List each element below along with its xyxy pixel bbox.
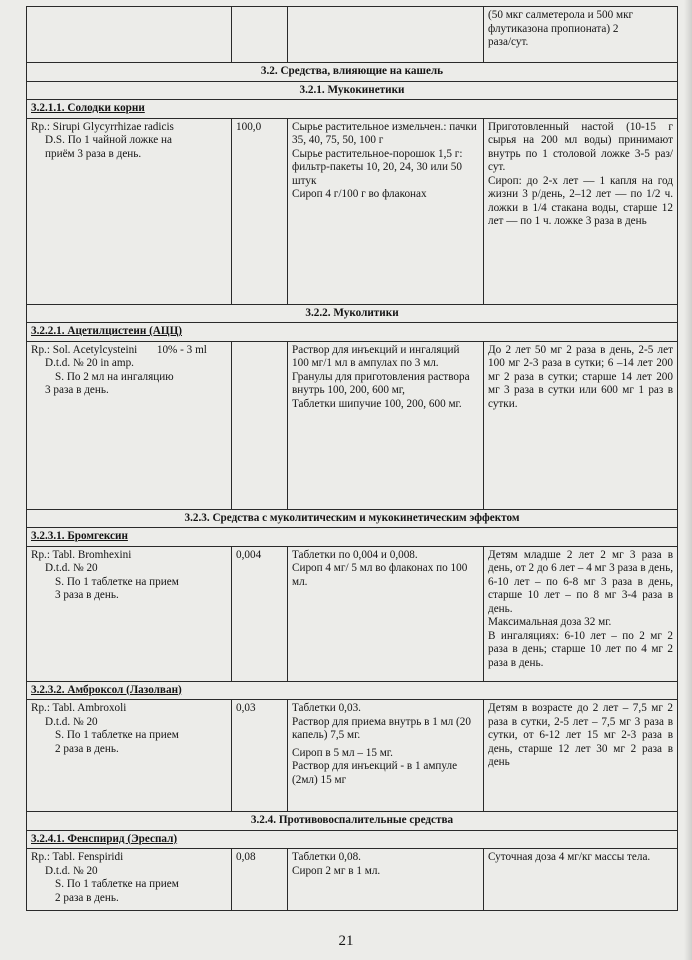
forms-cell: Таблетки 0,03. Раствор для приема внутрь в 1 мл (20 капель) 7,5 мг. Сироп в 5 мл – 15 мг. Раствор для инъекций - в 1 ампуле (2мл) 15 мг bbox=[288, 700, 484, 812]
table-row bbox=[27, 63, 678, 82]
usage-cell: До 2 лет 50 мг 2 раза в день, 2-5 лет 100 мг 2-3 раза в сутки; 6 –14 лет 200 мг 2 раза в сутки; старше 14 лет 200 мг 3 раза в сутки или 600 мг 1 раз в сутки. bbox=[484, 341, 678, 509]
drug-heading: 3.2.1.1. Солодки корни bbox=[27, 100, 678, 119]
prescription-cell: Rp.: Sirupi Glycyrrhizae radicis D.S. По 1 чайной ложке на приём 3 раза в день. bbox=[27, 118, 232, 304]
usage-cell: Детям младше 2 лет 2 мг 3 раза в день, от 2 до 6 лет – 4 мг 3 раза в день, 6-10 лет – по 6-8 мг 3 раза в день, старше 10 лет – по 8 мг 3-4 раза в день. Максимальная доза 32 мг. В ингаляциях: 6-10 лет – по 2 мг 2 раза в день; старше 10 лет по 4 мг 2 раза в день. bbox=[484, 546, 678, 681]
dose-cell: 0,03 bbox=[232, 700, 288, 812]
table-row bbox=[27, 341, 678, 509]
forms-cell: Сырье растительное измельчен.: пачки 35, 40, 75, 50, 100 г Сырье растительное-порошок 1,5 г: фильтр-пакеты 10, 20, 24, 30 или 50 штук Сироп 4 г/100 г во флаконах bbox=[288, 118, 484, 304]
section-heading: 3.2.1. Мукокинетики bbox=[27, 81, 678, 100]
table-row bbox=[27, 830, 678, 849]
page-number: 21 bbox=[338, 933, 354, 949]
section-heading: 3.2.3. Средства с муколитическим и мукокинетическим эффектом bbox=[27, 509, 678, 528]
drug-table bbox=[26, 6, 678, 911]
table-row bbox=[27, 100, 678, 119]
prescription-cell: Rp.: Tabl. Ambroxoli D.t.d. № 20 S. По 1 таблетке на прием 2 раза в день. bbox=[27, 700, 232, 812]
table-row bbox=[27, 812, 678, 831]
forms-cell: Раствор для инъекций и ингаляций 100 мг/1 мл в ампулах по 3 мл. Гранулы для приготовления раствора внутрь 100, 200, 600 мг, Таблетки шипучие 100, 200, 600 мг. bbox=[288, 341, 484, 509]
drug-heading: 3.2.3.2. Амброксол (Лазолван) bbox=[27, 681, 678, 700]
table-row bbox=[27, 7, 678, 63]
table-row bbox=[27, 681, 678, 700]
section-heading: 3.2.4. Противовоспалительные средства bbox=[27, 812, 678, 831]
usage-cell: Приготовленный настой (10-15 г сырья на 200 мл воды) принимают внутрь по 1 столовой ложке 3-5 раз/сут. Сироп: до 2-х лет — 1 капля на год жизни 3 р/день, 2–12 лет — по 1/2 ч. ложки в 1/4 стакана воды, старше 12 лет — по 1 ч. ложке 3 раза в день bbox=[484, 118, 678, 304]
usage-cell: Детям в возрасте до 2 лет – 7,5 мг 2 раза в сутки, 2-5 лет – 7,5 мг 3 раза в сутки, от 6-12 лет 15 мг 2-3 раза в день, старше 12 лет 30 мг 2 раза в день bbox=[484, 700, 678, 812]
table-row bbox=[27, 304, 678, 323]
usage-cell: Суточная доза 4 мг/кг массы тела. bbox=[484, 849, 678, 911]
prescription-cell: Rp.: Tabl. Bromhexini D.t.d. № 20 S. По 1 таблетке на прием 3 раза в день. bbox=[27, 546, 232, 681]
section-heading: 3.2.2. Муколитики bbox=[27, 304, 678, 323]
drug-heading: 3.2.4.1. Фенспирид (Эреспал) bbox=[27, 830, 678, 849]
table-row bbox=[27, 118, 678, 304]
drug-heading: 3.2.2.1. Ацетилцистеин (АЦЦ) bbox=[27, 323, 678, 342]
table-row bbox=[27, 546, 678, 681]
dose-cell bbox=[232, 341, 288, 509]
dose-cell: 0,004 bbox=[232, 546, 288, 681]
table-row bbox=[27, 81, 678, 100]
top-continuation-cell: (50 мкг салметерола и 500 мкг флутиказона пропионата) 2 раза/сут. bbox=[484, 7, 678, 63]
dose-cell: 0,08 bbox=[232, 849, 288, 911]
forms-cell: Таблетки по 0,004 и 0,008. Сироп 4 мг/ 5 мл во флаконах по 100 мл. bbox=[288, 546, 484, 681]
table-row bbox=[27, 849, 678, 911]
table-row bbox=[27, 323, 678, 342]
prescription-cell: Rp.: Sol. Acetylcysteini 10% - 3 ml D.t.d. № 20 in amp. S. По 2 мл на ингаляцию 3 раза в день. bbox=[27, 341, 232, 509]
forms-cell: Таблетки 0,08. Сироп 2 мг в 1 мл. bbox=[288, 849, 484, 911]
drug-heading: 3.2.3.1. Бромгексин bbox=[27, 528, 678, 547]
table-row bbox=[27, 509, 678, 528]
prescription-cell: Rp.: Tabl. Fenspiridi D.t.d. № 20 S. По 1 таблетке на прием 2 раза в день. bbox=[27, 849, 232, 911]
table-row bbox=[27, 528, 678, 547]
scan-edge-shadow bbox=[684, 0, 692, 960]
table-row bbox=[27, 700, 678, 812]
section-heading: 3.2. Средства, влияющие на кашель bbox=[27, 63, 678, 82]
dose-cell: 100,0 bbox=[232, 118, 288, 304]
